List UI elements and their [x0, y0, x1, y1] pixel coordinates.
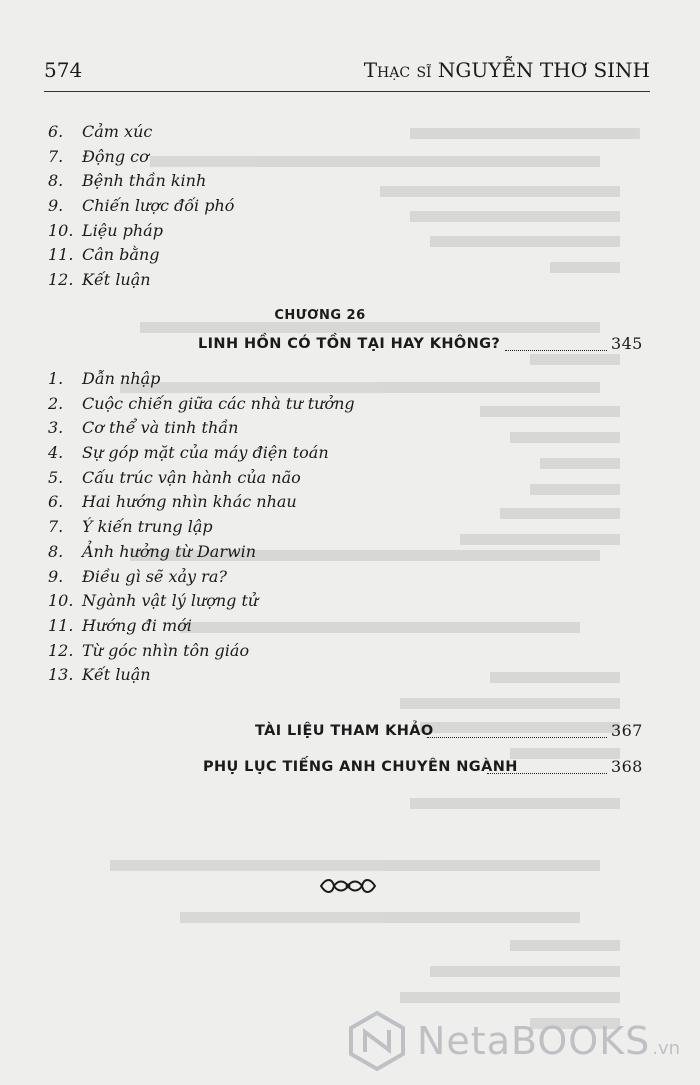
book-page: 574 Thạc sĩ NGUYỄN THƠ SINH 6. Cảm xúc 7. Động cơ 8. Bệnh thần kinh 9. Chiến lược đối phó 10. Liệu pháp 11. Cân bằng 12. Kết luận CHƯƠNG 26 LINH HỒN CÓ TỒN TẠI HAY KHÔNG? 345 1. Dẫn nhập 2. Cuộc chiến giữa các nhà tư tưởng 3. Cơ thể và tinh thần 4. Sự góp mặt của máy điện toán 5. Cấu trúc vận hành của não 6. Hai hướng nhìn khác nhau 7. Ý kiến trung lập 8. Ảnh hưởng từ Darwin 9. Điều gì sẽ xảy ra? 10. Ngành vật lý lượng tử 11. Hướng đi mới 12. Từ góc nhìn tôn giáo 13. Kết luận TÀI LIỆU THAM KHẢO 367 PHỤ LỤC TIẾNG ANH CHUYÊN NGÀNH 368 NetaBOOKS .vn [0, 0, 700, 1085]
dot-leader [505, 350, 607, 351]
references-title: TÀI LIỆU THAM KHẢO [255, 723, 434, 739]
watermark [345, 1005, 695, 1075]
ornament-icon [318, 875, 378, 897]
references-page-number: 367 [611, 721, 643, 740]
chapter-page-number: 345 [611, 334, 643, 353]
chapter-title: LINH HỒN CÓ TỒN TẠI HAY KHÔNG? [198, 336, 501, 352]
watermark-text: NetaBOOKS .vn [417, 1019, 681, 1063]
header-rule [44, 91, 650, 92]
appendix-entry [203, 754, 643, 780]
dot-leader [427, 737, 607, 738]
appendix-page-number: 368 [611, 757, 643, 776]
chapter-label: CHƯƠNG 26 [274, 308, 366, 323]
dot-leader [487, 773, 607, 774]
netabooks-logo-icon [345, 1010, 409, 1072]
running-head: Thạc sĩ NGUYỄN THƠ SINH [363, 58, 650, 82]
chapter-title-entry [198, 331, 643, 357]
references-entry [255, 718, 643, 744]
page-number: 574 [44, 58, 83, 82]
appendix-title: PHỤ LỤC TIẾNG ANH CHUYÊN NGÀNH [203, 759, 518, 775]
page-header [44, 58, 650, 88]
